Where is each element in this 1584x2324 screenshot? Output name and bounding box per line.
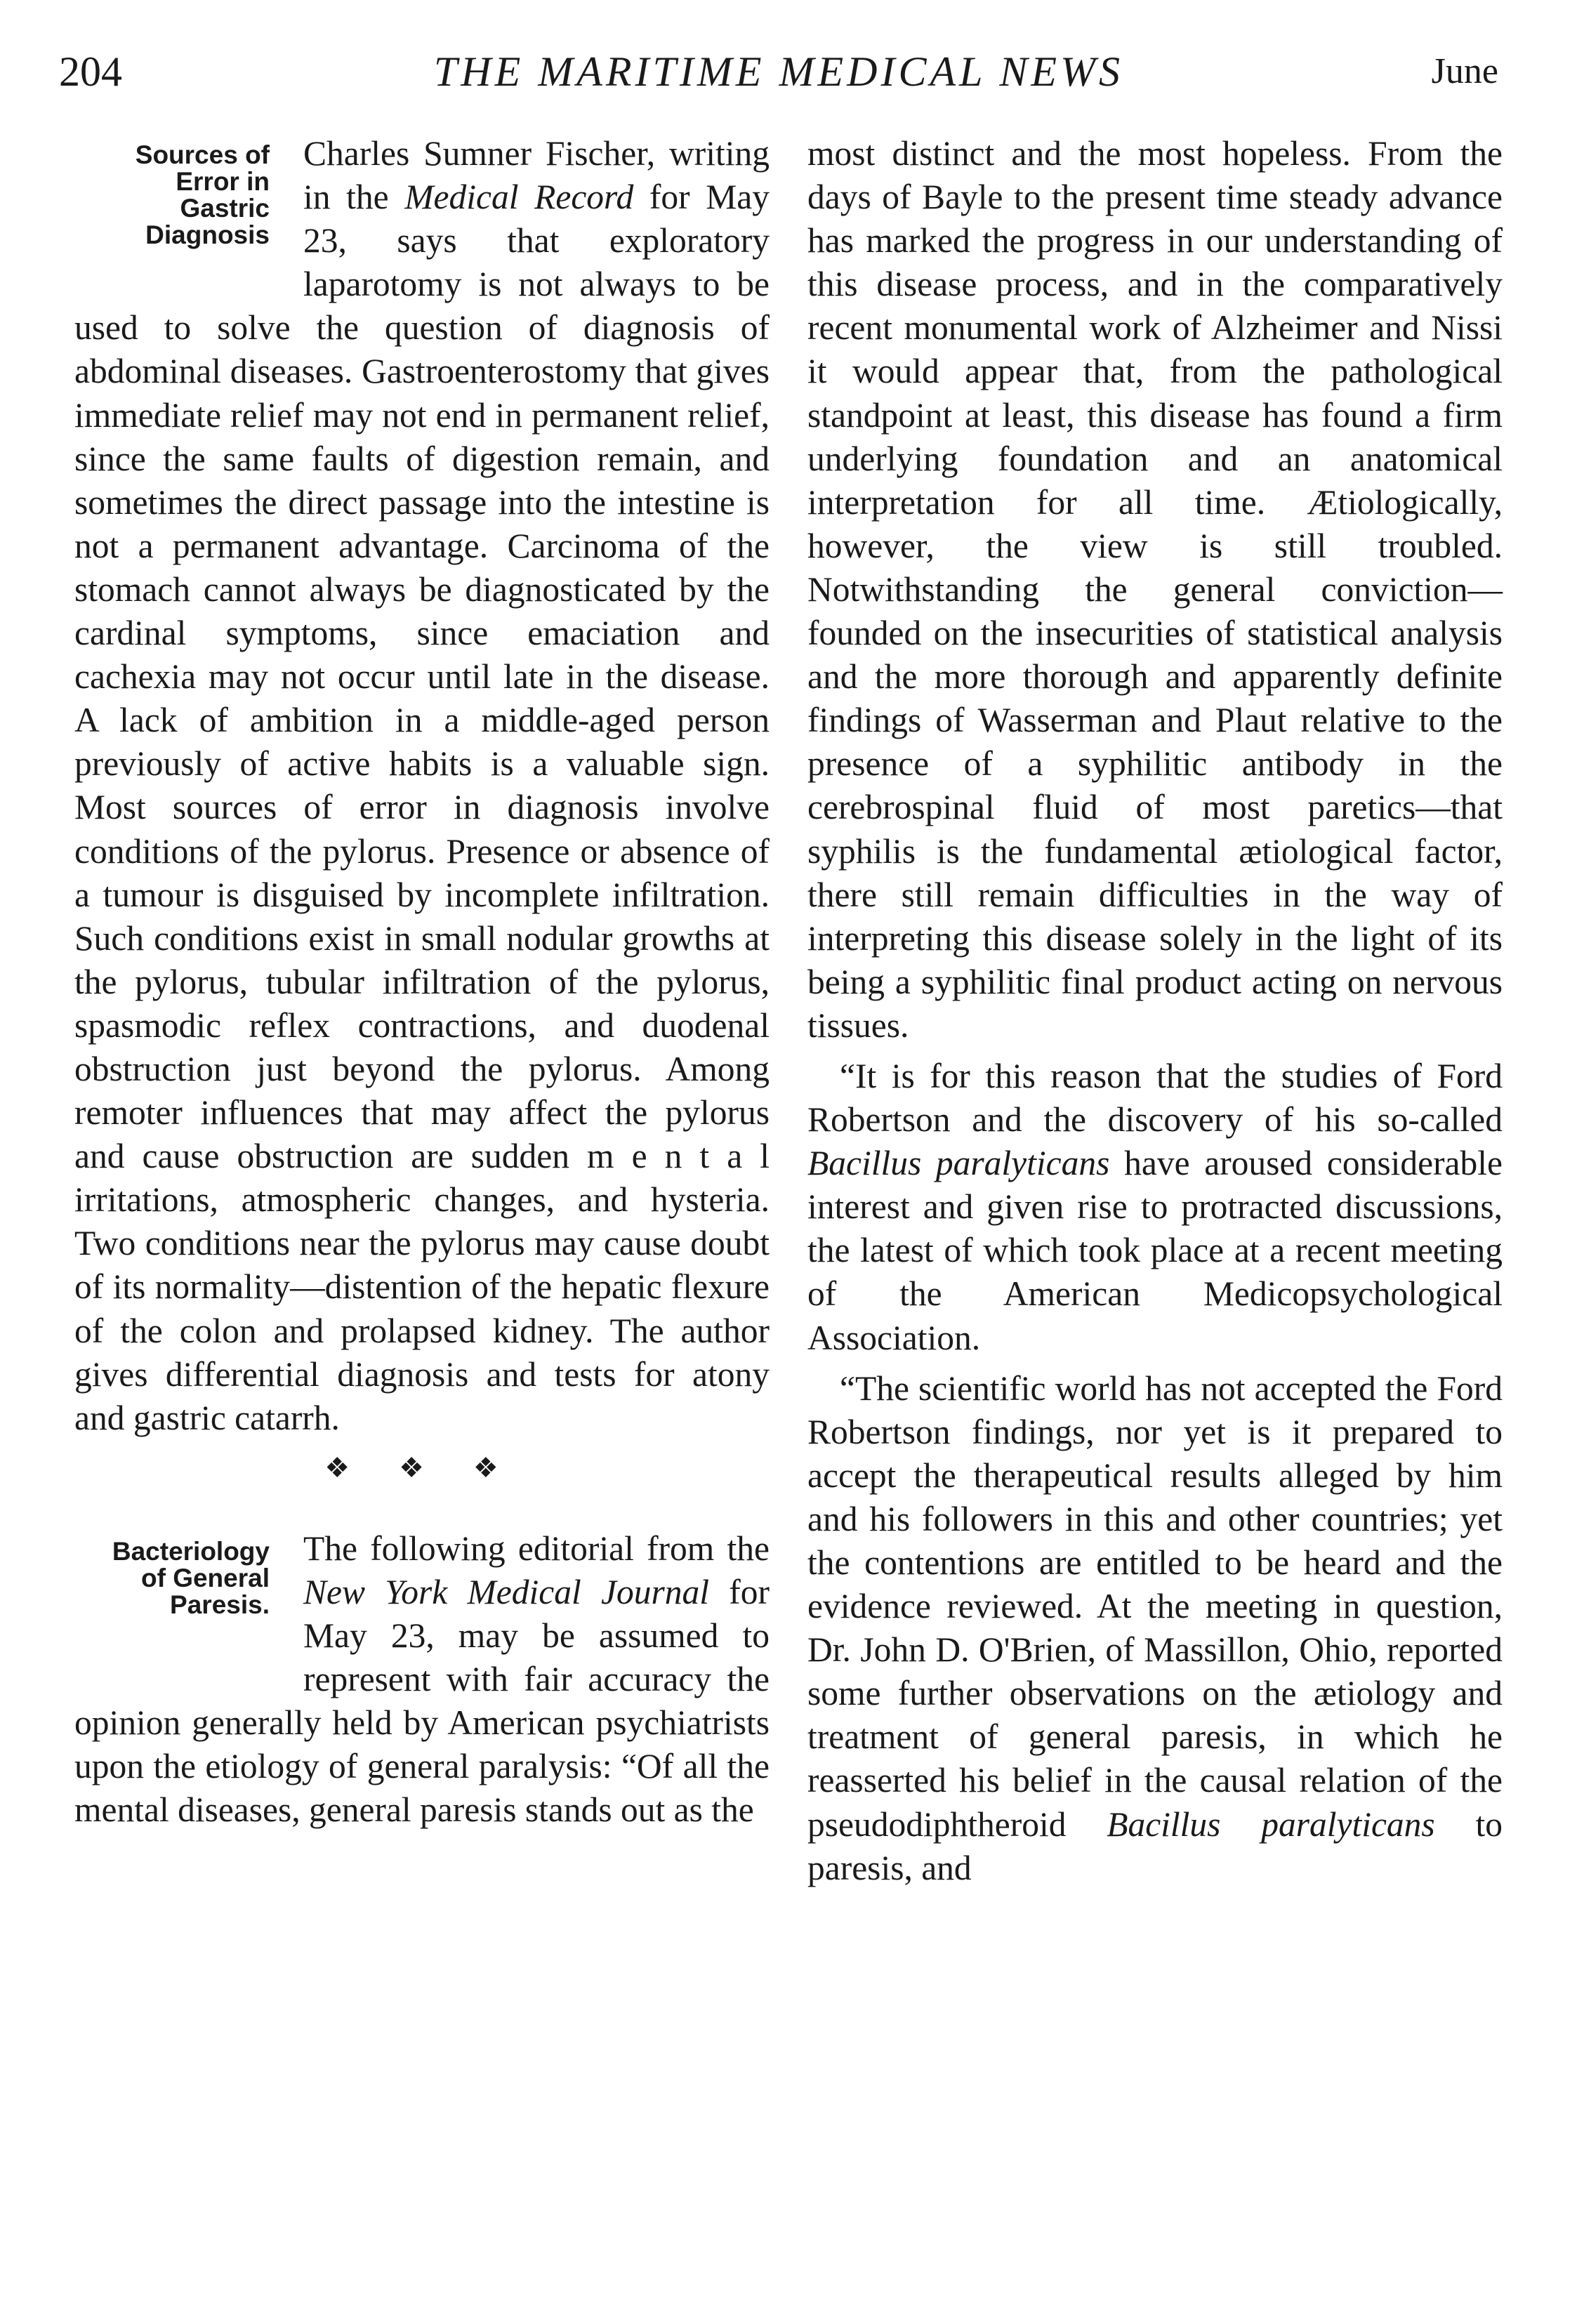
page-number: 204	[59, 48, 122, 95]
sidehead-gastric-diagnosis	[74, 142, 270, 268]
article-body	[74, 132, 770, 1440]
sidehead-line: Diagnosis	[145, 220, 270, 249]
body-text: The following editorial from the	[303, 1529, 770, 1568]
body-text: “It is for this reason that the studies of Ford Robertson and the discovery of his so-called	[807, 1056, 1503, 1140]
body-text: to paresis, and	[807, 1804, 1503, 1887]
body-text: Charles Sumner Fischer, writing in the	[303, 134, 770, 217]
article-gastric-diagnosis	[74, 132, 770, 1440]
right-column	[807, 132, 1503, 1890]
issue-month: June	[1431, 51, 1498, 91]
sidehead-line: Paresis.	[170, 1590, 270, 1619]
sidehead-line: Error in	[176, 167, 270, 196]
sidehead-line: Sources of	[135, 140, 270, 169]
section-divider-ornament: ❖ ❖ ❖	[324, 1451, 520, 1484]
sidehead-line: Bacteriology	[112, 1536, 270, 1566]
sidehead-general-paresis	[74, 1538, 270, 1673]
publication-title: Medical Record	[404, 178, 634, 217]
publication-title: New York Medical Journal	[303, 1572, 709, 1611]
left-column	[74, 132, 770, 1832]
article-general-paresis	[74, 1527, 770, 1833]
organism-name: Bacillus paralyticans	[807, 1144, 1110, 1183]
paragraph-scientific-world	[807, 1367, 1503, 1890]
body-text: “The scientific world has not accepted the Ford Robertson findings, nor yet is it prepared to accept the therapeutical results alleged by him and his followers in this and other countries; yet the contentions are entitled to be heard and the evidence reviewed. At the meeting in question, Dr. John D. O'Brien, of Massillon, Ohio, reported some further observations on the ætiology and treatment of general paresis, in which he reasserted his belief in the causal relation of the pseudodiphtheroid	[807, 1368, 1503, 1844]
paragraph-ford-robertson	[807, 1055, 1503, 1360]
running-head	[59, 44, 1498, 100]
body-text: have aroused considerable interest and given rise to protracted discussions, the latest of which took place at a recent meeting of the American Medicopsychological Association.	[807, 1144, 1503, 1357]
body-text: for May 23, says that exploratory laparotomy is not always to be used to solve the question of diagnosis of abdominal diseases. Gastroenterostomy that gives immediate relief may not end in permanent relief, since the same faults of digestion remain, and sometimes the direct passage into the intestine is not a permanent advantage. Carcinoma of the stomach cannot always be diagnosticated by the cardinal symptoms, since emaciation and cachexia may not occur until late in the disease. A lack of ambition in a middle-aged person previously of active habits is a valuable sign. Most sources of error in diagnosis involve conditions of the pylorus. Presence or absence of a tumour is disguised by incomplete infiltration. Such conditions exist in small nodular growths at the pylorus, tubular infiltration of the pylorus, spasmodic reflex contractions, and duodenal obstruction just beyond the pylorus. Among remoter influences that may affect the pylorus and cause obstruction are sudden m e n t a l irritations, atmospheric changes, and hysteria. Two conditions near the pylorus may cause doubt of its normality—distention of the hepatic flexure of the colon and prolapsed kidney. The author gives differential diagnosis and tests for atony and gastric catarrh.	[74, 178, 770, 1437]
organism-name: Bacillus paralyticans	[1107, 1804, 1435, 1844]
sidehead-line: of General	[141, 1563, 270, 1592]
body-text: for May 23, may be assumed to represent with fair accuracy the opinion generally held by American psychiatrists upon the etiology of general paralysis: “Of all the mental diseases, general paresis stands out as the	[74, 1572, 770, 1830]
sidehead-line: Gastric	[180, 194, 270, 223]
paragraph-continuation: most distinct and the most hopeless. From the days of Bayle to the present time steady advance has marked the progress in our understanding of this disease process, and in the comparatively recent monumental work of Alzheimer and Nissi it would appear that, from the pathological standpoint at least, this disease has found a firm underlying foundation and an anatomical interpretation for all time. Ætiologically, however, the view is still troubled. Notwithstanding the general conviction—founded on the insecurities of statistical analysis and the more thorough and apparently definite findings of Wasserman and Plaut relative to the presence of a syphilitic antibody in the cerebrospinal fluid of most paretics—that syphilis is the fundamental ætiological factor, there still remain difficulties in the way of interpreting this disease solely in the light of its being a syphilitic final product acting on nervous tissues.	[807, 134, 1503, 1045]
journal-title: THE MARITIME MEDICAL NEWS	[433, 48, 1124, 95]
